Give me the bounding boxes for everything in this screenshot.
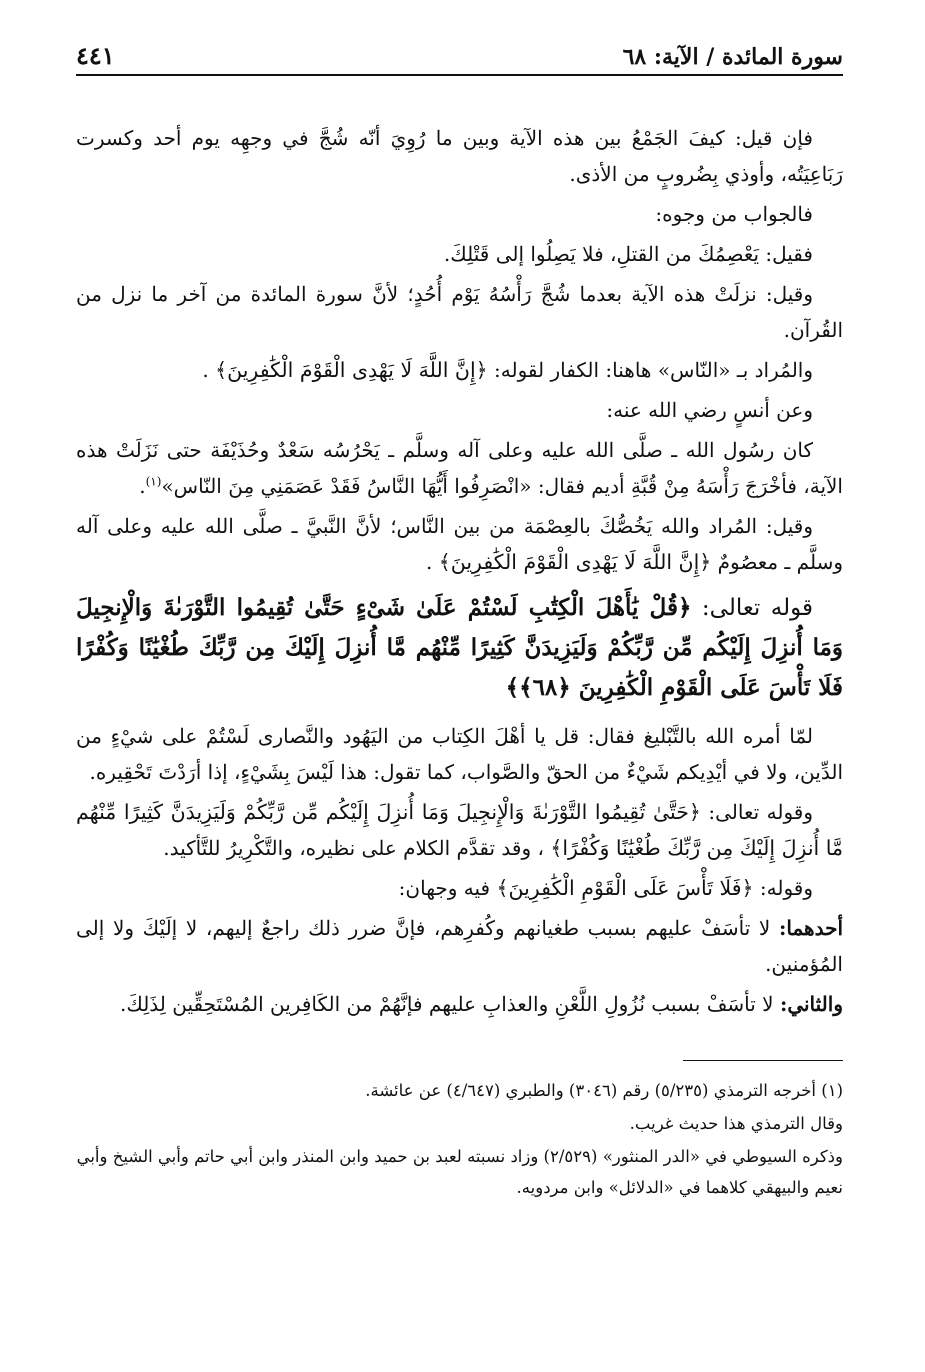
footnote-reference: (١) [145, 474, 162, 489]
paragraph: وعن أنسٍ رضي الله عنه: [606, 398, 813, 422]
paragraph-text: والمُراد بـ «النّاس» هاهنا: الكفار لقوله: [494, 358, 813, 382]
aspect-label: والثاني: [779, 992, 843, 1016]
paragraph: فالجواب من وجوه: [655, 202, 813, 226]
paragraph [76, 352, 843, 388]
quran-quote: ﴿حَتَّىٰ تُقِيمُوا التَّوْرَىٰةَ وَالْإِنجِيلَ وَمَا أُنزِلَ إِلَيْكُم مِّن رَّبِّكُمْ وَلَيَزِيدَنَّ كَثِيرًا مِّنْهُم مَّا أُنزِلَ إِلَيْكَ مِن رَّبِّكَ طُغْيَٰنًا وَكُفْرًا﴾ [76, 800, 843, 860]
footnote: وقال الترمذي هذا حديث غريب. [629, 1114, 843, 1133]
paragraph-text: ، وقد تقدَّم الكلام على نظيره، والتَّكْرِيرُ للتَّأكيد. [163, 836, 544, 860]
paragraph-text: لا تأسَفْ بسبب نُزُولِ اللَّعْنِ والعذابِ عليهم فإنَّهُمْ من الكَافِرين المُسْتَحِقِّين لِذَلِكَ. [120, 992, 774, 1016]
verse-block [76, 588, 843, 708]
footnotes [76, 1075, 843, 1203]
footnote: وذكره السيوطي في «الدر المنثور» (٢/٥٢٩) وزاد نسبته لعبد بن حميد وابن المنذر وابن أبي حاتم وأبي الشيخ وأبي نعيم والبيهقي كلاهما في «الدلائل» وابن مردويه. [76, 1147, 843, 1197]
paragraph [76, 508, 843, 580]
quran-quote: ﴿فَلَا تَأْسَ عَلَى الْقَوْمِ الْكَٰفِرِينَ﴾ [496, 876, 754, 900]
paragraph: وقيل: نزلَتْ هذه الآية بعدما شُجَّ رَأْسُهُ يَوْم أُحُدٍ؛ لأنَّ سورة المائدة من آخر ما نزل من القُرآن. [76, 282, 843, 342]
paragraph-text: فيه وجهان: [398, 876, 491, 900]
paragraph [76, 986, 843, 1022]
paragraph-text: وقوله: [759, 876, 813, 900]
quran-quote: ﴿إِنَّ اللَّهَ لَا يَهْدِى الْقَوْمَ الْكَٰفِرِينَ﴾ [438, 550, 712, 574]
running-header [76, 24, 843, 76]
paragraph [76, 794, 843, 866]
paragraph-text: وقيل: المُراد والله يَخُصُّكَ بالعِصْمَة من بين النَّاس؛ لأنَّ النَّبيَّ ـ صلَّى الله عليه وعلى آله وسلَّم ـ معصُومٌ [76, 514, 843, 574]
footnote-divider [683, 1060, 843, 1061]
paragraph [76, 870, 843, 906]
paragraph [76, 910, 843, 982]
footnote: (١) أخرجه الترمذي (٥/٢٣٥) رقم (٣٠٤٦) والطبري (٤/٦٤٧) عن عائشة. [365, 1081, 843, 1100]
paragraph: لمّا أمره الله بالتَّبْليغ فقال: قل يا أهْلَ الكِتاب من اليَهُود والنَّصارى لَسْتُمْ على شيْءٍ من الدِّين، ولا في أيْدِيكم شَيْءٌ من الحقّ والصَّواب، كما تقول: هذا لَيْسَ بِشَيْءٍ، إذا أرَدْتَ تَحْقِيره. [76, 724, 843, 784]
hadith-text: كان رسُول الله ـ صلَّى الله عليه وعلى آله وسلَّم ـ يَحْرُسُه سَعْدٌ وحُذَيْفَة حتى نَزَلَتْ هذه الآية، فأخْرَجَ رَأْسَهُ مِنْ قُبَّةِ أديم فقال: «انْصَرِفُوا أَيُّهَا النَّاسُ فَقَدْ عَصَمَنِي مِنَ النّاس» [76, 438, 843, 498]
quran-quote: ﴿إِنَّ اللَّهَ لَا يَهْدِى الْقَوْمَ الْكَٰفِرِينَ﴾ [215, 358, 488, 382]
quran-verse: ﴿قُلْ يَٰأَهْلَ الْكِتَٰبِ لَسْتُمْ عَلَىٰ شَىْءٍ حَتَّىٰ تُقِيمُوا التَّوْرَىٰةَ وَالْإِنجِيلَ وَمَا أُنزِلَ إِلَيْكُم مِّن رَّبِّكُمْ وَلَيَزِيدَنَّ كَثِيرًا مِّنْهُم مَّا أُنزِلَ إِلَيْكَ مِن رَّبِّكَ طُغْيَٰنًا وَكُفْرًا فَلَا تَأْسَ عَلَى الْقَوْمِ الْكَٰفِرِينَ ﴿٦٨﴾﴾ [76, 594, 843, 701]
paragraph: فقيل: يَعْصِمُكَ من القتلِ، فلا يَصِلُوا إلى قَتْلِكَ. [443, 242, 813, 266]
page-number: ٤٤١ [76, 41, 115, 70]
paragraph-text: وقوله تعالى: [708, 800, 814, 824]
verse-intro: قوله تعالى: [701, 595, 813, 621]
punctuation: . [139, 474, 146, 498]
main-text [76, 120, 843, 1022]
punctuation: . [202, 358, 209, 382]
surah-verse-title: سورة المائدة / الآية: ٦٨ [622, 44, 843, 70]
paragraph [76, 432, 843, 504]
paragraph: فإن قيل: كيفَ الجَمْعُ بين هذه الآية وبين ما رُوِيَ أنّه شُجَّ في وجهِه يوم أحد وكسرت رَبَاعِيَتُه، وأوذي بِضُروبٍ من الأذى. [76, 126, 843, 186]
paragraph-text: لا تأسَفْ عليهم بسبب طغيانهم وكُفرِهم، فإنَّ ضرر ذلك راجعٌ إليهم، لا إلَيْكَ ولا إلى المُؤمنين. [76, 916, 843, 976]
punctuation: . [426, 550, 433, 574]
aspect-label: أحدهما: [779, 916, 844, 940]
